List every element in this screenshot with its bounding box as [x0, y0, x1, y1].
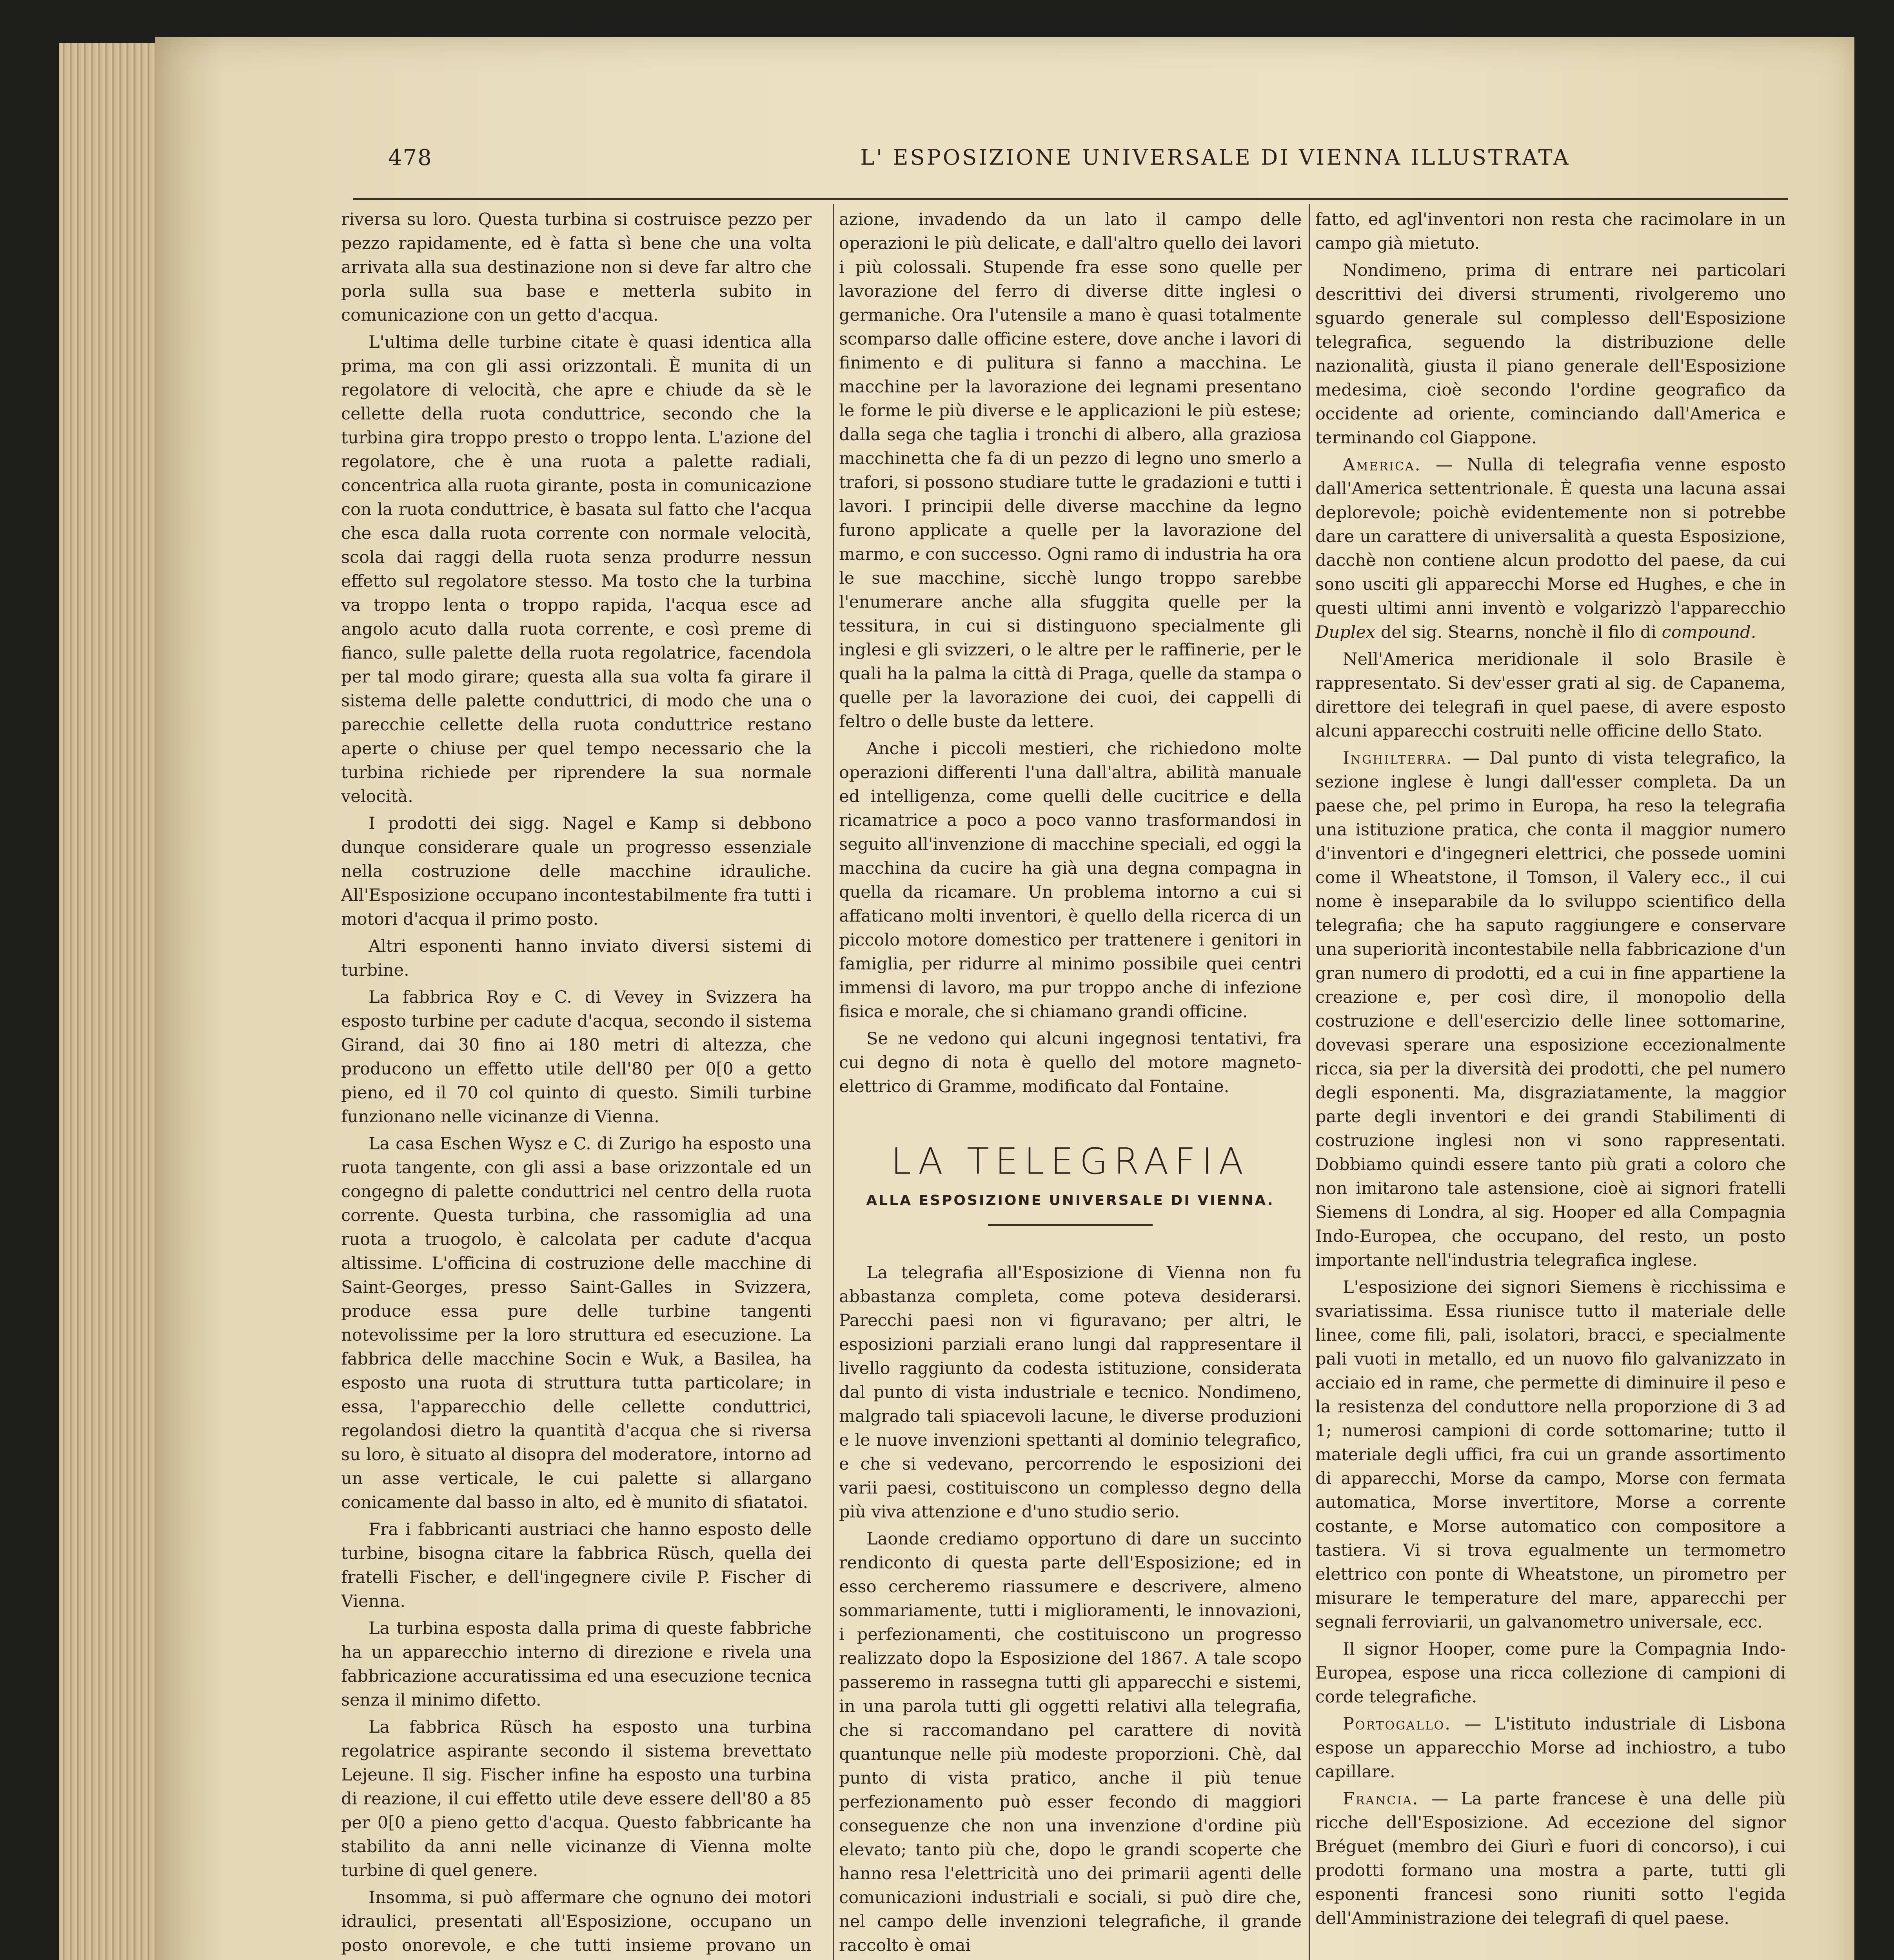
paragraph-text: — L'istituto industriale di Lisbona espose un apparecchio Morse ad inchiostro, a tubo capillare. — [1315, 1714, 1786, 1782]
column-divider-2 — [1309, 204, 1310, 1960]
paragraph-text: — La parte francese è una delle più ricche dell'Esposizione. Ad eccezione del signor Bréguet (membro dei Giurì e fuori di concorso), i cui prodotti formano una mostra a parte, tutti gli esponenti francesi sono riuniti sotto l'egida dell'Amministrazione dei telegrafi di quel paese. — [1315, 1789, 1786, 1928]
header-rule — [353, 198, 1788, 200]
paragraph: Se ne vedono qui alcuni ingegnosi tentativi, fra cui degno di nota è quello del motore magneto-elettrico di Gramme, modificato dal Fontaine. — [839, 1029, 1302, 1096]
page-number: 478 — [388, 145, 432, 171]
paragraph: La fabbrica Roy e C. di Vevey in Svizzera ha esposto turbine per cadute d'acqua, secondo il sistema Girand, dai 30 fino ai 180 metri di altezza, che producono un effetto utile dell'80 per 0[0 a getto pieno, ed il 70 col quinto di questo. Simili turbine funzionano nelle vicinanze di Vienna. — [341, 987, 812, 1127]
paragraph: Nell'America meridionale il solo Brasile è rappresentato. Si dev'esser grati al sig. de Capanema, direttore dei telegrafi in quel paese, di avere esposto alcuni apparecchi costruiti nelle officine dello Stato. — [1315, 650, 1786, 741]
book-page-edges — [59, 43, 159, 1960]
paragraph: La telegrafia all'Esposizione di Vienna non fu abbastanza completa, come poteva desiderarsi. Parecchi paesi non vi figuravano; per altri, le esposizioni parziali erano lungi dal rappresentare il livello raggiunto da codesta istituzione, considerata dal punto di vista industriale e tecnico. Nondimeno, malgrado tali spiacevoli lacune, le diverse produzioni e le nuove invenzioni spettanti al dominio telegrafico, e che si vedevano, percorrendo le esposizioni dei varii paesi, costituiscono un complesso degno della più viva attenzione e d'uno studio serio. — [839, 1263, 1302, 1522]
paragraph-francia — [1315, 1787, 1786, 1931]
page-header — [235, 145, 1803, 188]
paragraph: La casa Eschen Wysz e C. di Zurigo ha esposto una ruota tangente, con gli assi a base orizzontale ed un congegno di palette conduttrici nel centro della ruota corrente. Questa turbina, che rassomiglia ad una ruota a truogolo, è calcolata per cadute d'acqua altissime. L'officina di costruzione delle macchine di Saint-Georges, presso Saint-Galles in Svizzera, produce essa pure delle turbine tangenti notevolissime per la loro struttura ed esecuzione. La fabbrica delle macchine Socin e Wuk, a Basilea, ha esposto una ruota di struttura tutta particolare; in essa, l'apparecchio delle cellette conduttrici, regolandosi dietro la quantità d'acqua che si riversa su loro, è situato al disopra del moderatore, intorno ad un asse verticale, le cui palette si allargano conicamente dal basso in alto, ed è munito di sfiatatoi. — [341, 1134, 812, 1512]
paragraph: azione, invadendo da un lato il campo delle operazioni le più delicate, e dall'altro quello dei lavori i più colossali. Stupende fra esse sono quelle per lavorazione del ferro di diverse ditte inglesi o germaniche. Ora l'utensile a mano è quasi totalmente scomparso dalle officine estere, dove anche i lavori di finimento e di pulitura si fanno a macchina. Le macchine per la lavorazione dei legnami presentano le forme le più diverse e le applicazioni le più estese; dalla sega che taglia i tronchi di albero, alla graziosa macchinetta che fa di un pezzo di legno uno smerlo a trafori, si possono studiare tutte le gradazioni e tutti i lavori. I principii delle diverse macchine da legno furono applicate a quelle per la lavorazione del marmo, e con successo. Ogni ramo di industria ha ora le sue macchine, sicchè lungo troppo sarebbe l'enumerare anche alla sfuggita quelle per la tessitura, in cui si distinguono specialmente gli inglesi e gli svizzeri, o le altre per le raffinerie, per le quali ha la palma la città di Praga, quelle da stampa o quelle per la lavorazione dei cuoi, dei cappelli di feltro o delle buste da lettere. — [839, 210, 1302, 731]
paragraph: La turbina esposta dalla prima di queste fabbriche ha un apparecchio interno di direzione e rivela una fabbricazione accuratissima ed una esecuzione tecnica senza il minimo difetto. — [341, 1619, 812, 1710]
paragraph-text: — Nulla di telegrafia venne esposto dall'America settentrionale. È questa una lacuna assai deplorevole; poichè evidentemente non si potrebbe dare un carattere di universalità a questa Esposizione, dacchè non contiene alcun prodotto del paese, da cui sono usciti gli apparecchi Morse ed Hughes, e che in questi ultimi anni inventò e volgarizzò l'apparecchio — [1315, 455, 1786, 618]
paragraph: Insomma, si può affermare che ognuno dei motori idraulici, presentati all'Esposizione, occupano un posto onorevole, e che tutti insieme provano un — [341, 1888, 812, 1955]
paragraph-america — [1315, 453, 1786, 644]
paragraph: Fra i fabbricanti austriaci che hanno esposto delle turbine, bisogna citare la fabbrica Rüsch, quella dei fratelli Fischer, e dell'ingegnere civile P. Fischer di Vienna. — [341, 1520, 812, 1611]
duplex-term: Duplex — [1315, 622, 1376, 642]
paragraph-inghilterra — [1315, 746, 1786, 1272]
paragraph: I prodotti dei sigg. Nagel e Kamp si debbono dunque considerare quale un progresso essenziale nella costruzione delle macchine idrauliche. All'Esposizione occupano incontestabilmente fra tutti i motori d'acqua il primo posto. — [341, 814, 812, 929]
paragraph: Laonde crediamo opportuno di dare un succinto rendiconto di questa parte dell'Esposizione; ed in esso cercheremo riassumere e descrivere, almeno sommariamente, tutti i miglioramenti, le innovazioni, i perfezionamenti, che costituiscono un progresso realizzato dopo la Esposizione del 1867. A tale scopo passeremo in rassegna tutti gli apparecchi e sistemi, in una parola tutti gli oggetti relativi alla telegrafia, che si raccomandano pel carattere di novità quantunque nelle più modeste proporzioni. Chè, dal punto di vista pratico, anche il più tenue perfezionamento può esser fecondo di maggiori conseguenze che non una invenzione d'ordine più elevato; tanto più che, dopo le grandi scoperte che hanno resa l'elettricità uno dei primarii agenti delle comunicazioni industriali e sociali, si può dire che, nel campo delle invenzioni telegrafiche, il grande raccolto è omai — [839, 1529, 1302, 1955]
paragraph-text: — Dal punto di vista telegrafico, la sezione inglese è lungi dall'esser completa. Da un paese che, pel primo in Europa, ha reso la telegrafia una istituzione pratica, che conta il maggior numero d'inventori e d'ingegneri elettrici, che possede uomini come il Wheatstone, il Tomson, il Valery ecc., il cui nome è inseparabile da lo sviluppo scientifico della telegrafia; che ha saputo raggiungere e conservare una superiorità incontestabile nella fabbricazione d'un gran numero di prodotti, ed a cui in fine appartiene la creazione e, per così dire, il monopolio della costruzione e dell'esercizio delle linee sottomarine, dovevasi sperare una esposizione eccezionalmente ricca, sia per la diversità dei prodotti, che pel numero degli esponenti. Ma, disgraziatamente, la maggior parte degli inventori e dei grandi Stabilimenti di costruzione inglesi non vi sono rappresentati. Dobbiamo quindi essere tanto più grati a coloro che non imitarono tale astensione, cioè ai signori fratelli Siemens di Londra, al sig. Hooper ed alla Compagnia Indo-Europea, che occupano, del resto, un posto importante nell'industria telegrafica inglese. — [1315, 748, 1786, 1270]
column-1 — [341, 208, 812, 1960]
paragraph: Il signor Hooper, come pure la Compagnia Indo-Europea, espose una ricca collezione di campioni di corde telegrafiche. — [1315, 1639, 1786, 1707]
paragraph: riversa su loro. Questa turbina si costruisce pezzo per pezzo rapidamente, ed è fatta sì bene che una volta arrivata alla sua destinazione non si deve far altro che porla sulla sua base e metterla subito in comunicazione con un getto d'acqua. — [341, 210, 812, 325]
section-label-portogallo: Portogallo. — [1343, 1714, 1451, 1734]
paragraph: fatto, ed agl'inventori non resta che racimolare in un campo già mietuto. — [1315, 210, 1786, 253]
paragraph-text: del sig. Stearns, nonchè il filo di — [1380, 622, 1656, 642]
paragraph: Altri esponenti hanno inviato diversi sistemi di turbine. — [341, 936, 812, 980]
section-subtitle: ALLA ESPOSIZIONE UNIVERSALE DI VIENNA. — [866, 1192, 1275, 1209]
paragraph: Anche i piccoli mestieri, che richiedono molte operazioni differenti l'una dall'altra, abilità manuale ed intelligenza, come quelli delle cucitrice e della ricamatrice a poco a poco vanno trasformandosi in seguito all'invenzione di macchine speciali, ed oggi la macchina da cucire ha già una degna compagna in quella da ricamare. Un problema intorno a cui si affaticano molti inventori, è quello della ricerca di un piccolo motore domestico per trattenere i genitori in famiglia, per ridurre al minimo possibile quei centri immensi di lavoro, ma pur troppo anche di infezione fisica e morale, che si chiamano grandi officine. — [839, 739, 1302, 1022]
compound-term: compound. — [1662, 622, 1756, 642]
running-title: L' ESPOSIZIONE UNIVERSALE DI VIENNA ILLUSTRATA — [860, 145, 1571, 170]
section-rule — [988, 1224, 1153, 1226]
section-label-inghilterra: Inghilterra. — [1343, 748, 1453, 768]
section-label-francia: Francia. — [1343, 1789, 1419, 1809]
column-3 — [1315, 208, 1786, 1960]
section-label-america: America. — [1343, 455, 1422, 475]
paragraph: L'esposizione dei signori Siemens è ricchissima e svariatissima. Essa riunisce tutto il materiale delle linee, come fili, pali, isolatori, bracci, e specialmente pali vuoti in metallo, ed un nuovo filo galvanizzato in acciaio ed in rame, che permette di diminuire il peso e la resistenza del conduttore nella proporzione di 3 ad 1; numerosi campioni di corde sottomarine; tutto il materiale degli uffici, fra cui un grande assortimento di apparecchi, Morse da campo, Morse con fermata automatica, Morse invertitore, Morse a corrente costante, e Morse automatico con compositore a tastiera. Vi si trova egualmente un termometro elettrico con ponte di Wheatstone, un pirometro per misurare le temperature del mare, apparecchi per segnali ferroviarii, un galvanometro universale, ecc. — [1315, 1278, 1786, 1632]
column-divider-1 — [833, 204, 834, 1960]
section-title: LA TELEGRAFIA — [891, 1140, 1250, 1182]
paragraph: L'ultima delle turbine citate è quasi identica alla prima, ma con gli assi orizzontali. È munita di un regolatore di velocità, che apre e chiude da sè le cellette della ruota conduttrice, secondo che la turbina gira troppo presto o troppo lenta. L'azione del regolatore, che è una ruota a palette radiali, concentrica alla ruota girante, posta in comunicazione con la ruota conduttrice, è basata sul fatto che l'acqua che esca dalla ruota corrente con normale velocità, scola dai raggi della ruota senza produrre nessun effetto sul regolatore stesso. Ma tosto che la turbina va troppo lenta o troppo rapida, l'acqua esce ad angolo acuto dalla ruota corrente, e così preme di fianco, sulle palette della ruota regolatrice, facendola per tal modo girare; questa alla sua volta fa girare il sistema delle palette conduttrici, di modo che una o parecchie cellette della ruota conduttrice restano aperte o chiuse per quel tempo necessario che la turbina richiede per riprendere la sua normale velocità. — [341, 332, 812, 806]
paragraph: Nondimeno, prima di entrare nei particolari descrittivi dei diversi strumenti, rivolgeremo uno sguardo generale sul complesso dell'Esposizione telegrafica, seguendo la distribuzione delle nazionalità, giusta il piano generale dell'Esposizione medesima, cioè secondo l'ordine geografico da occidente ad oriente, cominciando dall'America e terminando col Giappone. — [1315, 261, 1786, 448]
paragraph-portogallo — [1315, 1712, 1786, 1784]
column-2 — [839, 208, 1302, 1960]
paragraph: La fabbrica Rüsch ha esposto una turbina regolatrice aspirante secondo il sistema brevettato Lejeune. Il sig. Fischer infine ha esposto una turbina di reazione, il cui effetto utile deve essere dell'80 a 85 per 0[0 a pieno getto d'acqua. Questo fabbricante ha stabilito da anni nelle vicinanze di Vienna molte turbine di quel genere. — [341, 1717, 812, 1880]
section-heading — [839, 1138, 1302, 1226]
